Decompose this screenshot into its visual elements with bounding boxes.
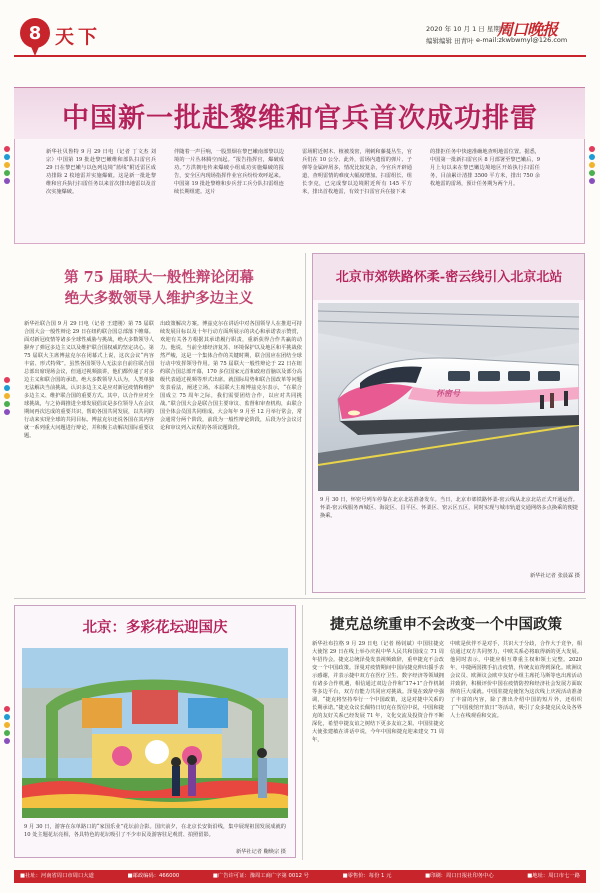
top-story-col-1: 新华社贝鲁特 9 月 29 日电（记者 丁文杰 刘宗）中国第 19 批赴黎巴嫩维和部队扫雷官兵 29 日在黎巴嫩与以色列边境“蓝线”附近雷区成功排除 2 枚地雷并实施爆破。这是新一批赴黎维和官兵执行扫雷任务以来首次排出地雷以及首次实施爆破。 [46, 149, 156, 195]
train-caption: 9 月 30 日，怀密号列车停靠在北京北站准备发车。当日，北京市郊铁路怀柔-密云线从北京北站正式开通运营。怀柔-密云线服务西城区、海淀区、昌平区、怀柔区、密云区五区，同时实现与城市轨道交通网络多点换乘的便捷换乘。 [320, 497, 578, 519]
top-story-col-3: 雷场附近树木、植被茂密，荆刺和藤蔓丛生，官兵们在 10 公分、此外，雷场内遗留的弹片、子弹等金属碎屑多，情况比较复杂，今官兵开辟通道，查明雷情的难度大幅度增加。扫雷组长、组长李克，已完成黎以边境附近所有 145 平方米，排出首枚地雷，有效于扫雷官兵在接下来 [302, 149, 412, 195]
train-livery-text: 怀密号 [436, 388, 460, 398]
flower-story-title: 北京：多彩花坛迎国庆 [82, 619, 228, 636]
issue-date: 2020 年 10 月 1 日 星期四 [426, 25, 507, 33]
train-story-title: 北京市郊铁路怀柔-密云线引入北京北站 [335, 270, 563, 285]
un-story-col-1: 新华社联合国 9 月 29 日电（记者 王建刚）第 75 届联合国大会一般性辩论 29 日在纽约联合国总部落下帷幕。面对新冠疫情等诸多全球性威胁与挑战，绝大多数领导人摒弃了弹冠多边主义以及维护联合国权威的坚定决心。第 75 届联大主席博兹克尔在闭幕式上说，这次会议“内容丰富、形式特殊”。虽然各国领导人无法亲自前往联合国总部出席现场会议，但通过视频演讲，他们都传递了对多边主义和联合国的承诺。绝大多数领导人认为，人类单独无法解决当前挑战。认识多边主义是应对新冠疫情和维护多边主义、维护联合国的重要方式。其中，以合作应对全球挑战，与之协调推进全球发展倡议是多位领导人在会议期间再次达成的重要共识，帮助各国共同发展，以共同的行动来实现全球的共同目标。博兹克尔还说各国在其内容就一系列重大问题进行辩论，并积极主动解决国际重要议题。 [24, 321, 154, 439]
un-story-col-2: 出政策解决方案。博兹克尔在讲话中对各国领导人在推进可持续发展目标以及十年行动方面所展示的决心和承诺表示赞赏，欢迎有关各方根据其承诺履行职责，重新获得合作共赢的动力。他说，当前全球经济复苏、环境保护以及地区和平挑战依然严峻，这是一个集体合作的关键时期，联合国应在团结全球行动中发挥领导作用。第 75 届联大一般性辩论于 22 日在纽约联合国总部开幕，170 多位国家元首和政府首脑以及部分高级代表通过视频等形式出席。就国际局势和联合国改革等问题发表看法，阐述立场。本届联大主席博兹克尔表示，“在联合国成立 75 周年之际，我们需要团结合作，以应对共同挑战。”联合国大会是联合国主要审议、监督和审查机构，由联合国全体会员国共同组成。大会每年 9 月至 12 月举行常会，常会通常分两个阶段，前段为一般性辩论阶段，后段为分会议讨论和审议列入议程的各项议题阶段。 [160, 321, 302, 431]
flower-credit: 新华社记者 鞠焕宗 摄 [236, 849, 286, 855]
header-rule [14, 55, 586, 57]
top-headline: 中国新一批赴黎维和官兵首次成功排雷 [62, 103, 538, 134]
section-divider [14, 598, 586, 599]
un-story-subheadline: 绝大多数领导人维护多边主义 [64, 290, 254, 307]
flower-illustration [22, 648, 288, 818]
footer-price: ■零售价：每份 1 元 [342, 873, 392, 879]
decorative-dots-top-right [589, 146, 595, 184]
footer-postcode: ■邮政编码：466000 [127, 873, 180, 879]
email-line: e-mail:zkwbwmyl@126.com [476, 36, 568, 44]
train-credit: 新华社记者 张晨霖 摄 [530, 573, 580, 579]
decorative-dots-top [4, 146, 10, 184]
flower-caption: 9 月 30 日，游客在东单路口的“家国乐业”花坛前合影。国庆前夕，在北京长安街沿线，集中展现祖国发展成就的 10 处主题花坛亮相，各具特色的花坛吸引了不少市民及游客驻足观赏、拍照留影。 [24, 824, 286, 838]
decorative-dots-mid [4, 377, 10, 415]
page-number: 8 [28, 22, 42, 44]
czech-story-col-1: 新华社布拉格 9 月 29 日电（记者 杨钊斌）中国驻捷克大使馆 29 日在线上举办庆祝中华人民共和国成立 71 周年招待会。捷克总统泽曼发表视频致辞，重申捷克不会改变一个中国政策。泽曼对疫情期间中国向捷克伸出援手表示感谢，并表示捷中双方在医疗卫生、数字经济等领域拥有诸多合作机遇，相信通过双边合作和“17+1”合作机制等多边平台，双方有能力共同应对挑战。泽曼在致辞中强调，“捷克将坚持奉行一个中国政策，这是对捷中关系的长期承诺。”捷克众议长佩特日切克在贺信中说，中国和捷克的友好关系已经发展 71 年，文化交流及投资合作不断深化，希望中捷友谊之树结下更多友谊之果。中国驻捷克大使张建敏在讲话中说，今年中国和捷克迎来建交 71 周年， [312, 641, 444, 743]
footer-printer-address: ■地址：周口市七一路 [527, 873, 580, 879]
decorative-dots-bottom [4, 706, 10, 744]
top-story-col-2: 伴随着一声巨响，一股黑烟在黎巴嫩南部黎以边境的一片丛林腾空而起。“报告指挥官，爆破成功。”方洪朝电传来爆破小组成功实施爆破的报告，安全区内现场指挥作业官兵纷纷欢呼起来。中国第 19 批赴黎维和步兵营工兵分队扫雷组连续长期组建。这片 [174, 149, 284, 195]
flower-photo [22, 648, 288, 818]
section-title: 天下 [55, 26, 102, 48]
column-divider-lower [302, 605, 303, 860]
footer-address: ■社址：河南省周口市周口大道 [20, 873, 94, 879]
footer-printer: ■印刷：周口日报社印务中心 [425, 873, 494, 879]
newspaper-logo: 周口晚报 [497, 20, 558, 39]
top-rule [14, 87, 585, 88]
czech-story-col-2: 中欧是伙伴不是对手，共识大于分歧，合作大于竞争，相信通过双方共同努力，中欧关系必将取得新的更大发展。他同时表示，中捷应相互尊重主权和领土完整。2020 年，中捷两国携手抗击疫情，传统友谊得到深化。欧洲议会议员、欧洲议会欧中友好小组主席托马斯等也出席活动并致辞，积极评价中国在疫情防控和经济社会发展方面取得的巨大成就。中国驻捷克使馆为这次线上庆祝活动准备了丰富的内容，除了推出介绍中国的短片外，还组织了“中国使馆开放日”等活动，吸引了众多捷克民众及各界人士在线观看和交流。 [450, 641, 582, 719]
czech-story-headline: 捷克总统重申不会改变一个中国政策 [330, 616, 562, 633]
column-divider-upper [305, 253, 306, 595]
footer-license: ■广告许可证：豫周工商广字第 0012 号 [212, 873, 309, 879]
top-story-col-4: 的排拒任务中快速准确地查明地雷位置。据悉，中国第一批新扫雷官兵 8 月部署至黎巴嫩后，9 月上旬以来在黎巴嫩边境地区开始执行扫雷任务，目前累计清排 3500 平方米，排出 750 余枚地雷的雷场，预计任务期为两个月。 [430, 149, 540, 187]
editor-line: 编辑编辑 田青叶 [426, 37, 474, 45]
un-story-headline: 第 75 届联大一般性辩论闭幕 [64, 269, 254, 286]
page-number-badge [20, 18, 50, 48]
footer-bar [14, 870, 586, 883]
